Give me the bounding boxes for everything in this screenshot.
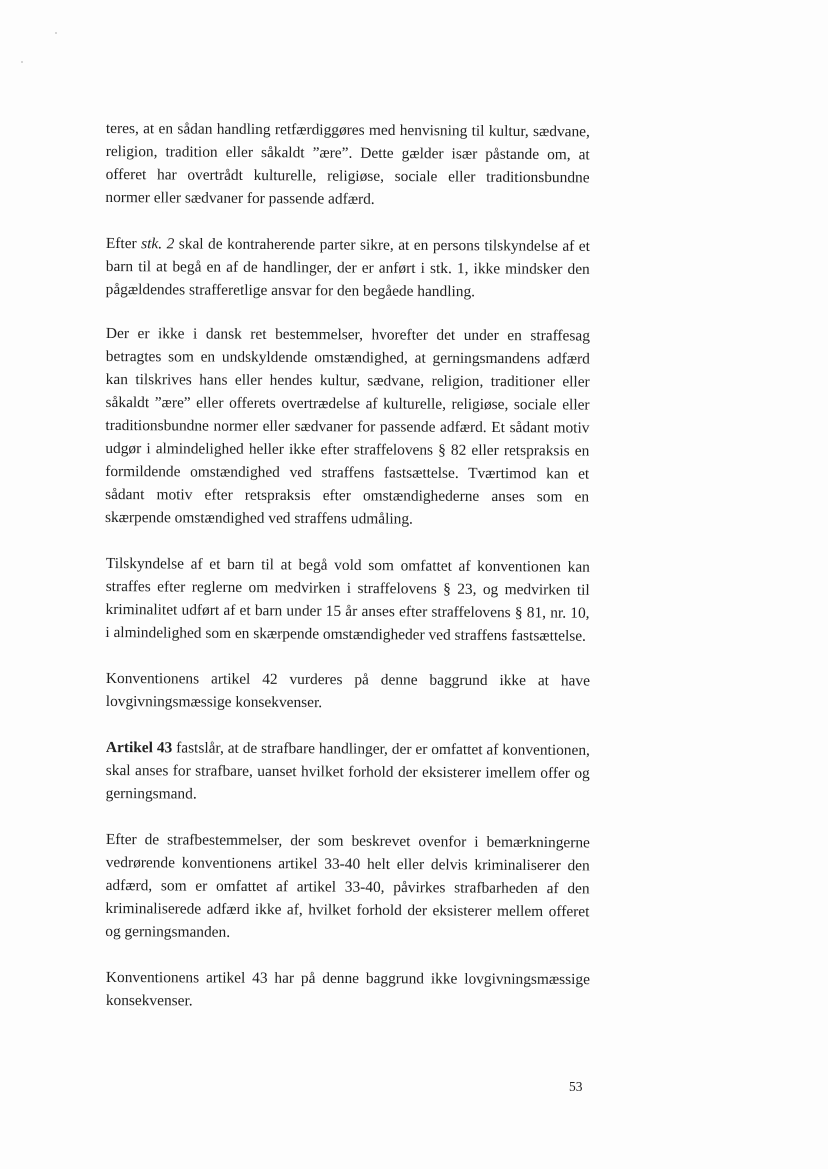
paragraph-text: Konventionens artikel 42 vurderes på denne baggrund ikke at have lovgivningsmæssige konsekvenser. (105, 669, 590, 712)
paragraph-3 (105, 322, 590, 532)
document-body (106, 117, 590, 1035)
paragraph-1 (105, 117, 590, 212)
paragraph-7 (105, 828, 590, 946)
paragraph-4 (105, 552, 590, 648)
paragraph-text: skal de kontraherende parter sikre, at en persons tilskyndelse af et barn til at begå en af de handlinger, der er anført i stk. 1, ikke mindsker den pågældendes strafferetlige ansvar for den begåede handling. (105, 235, 590, 301)
paragraph-prefix: Efter (105, 234, 142, 253)
paragraph-bold-heading: Artikel 43 (105, 738, 173, 757)
paragraph-6 (106, 736, 590, 808)
paragraph-8 (106, 966, 590, 1014)
paragraph-text: Konventionens artikel 43 har på denne baggrund ikke lovgivningsmæssige konsekvenser. (105, 969, 590, 1010)
paragraph-text: Efter de strafbestemmelser, der som beskrevet ovenfor i bemærkningerne vedrørende konventionens artikel 33-40 helt eller delvis kriminaliserer den adfærd, som er omfattet af artikel 33-40, påvirkes strafbarheden af den kriminaliserede adfærd ikke af, hvilket forhold der eksisterer mellem offeret og gerningsmanden. (105, 830, 590, 941)
paragraph-5 (106, 667, 590, 716)
paragraph-text: Der er ikke i dansk ret bestemmelser, hvorefter det under en straffesag betragtes som en undskyldende omstændighed, at gerningsmandens adfærd kan tilskrives hans eller hendes kultur, sædvane, religion, traditioner eller såkaldt ”ære” eller offerets overtrædelse af kulturelle, religiøse, sociale eller traditionsbundne normer eller sædvaner for passende adfærd. Et sådant motiv udgør i almindelighed heller ikke efter straffelovens § 82 eller retspraksis en formildende omstændighed ved straffens fastsættelse. Tværtimod kan et sådant motiv efter retspraksis efter omstændighederne anses som en skærpende omstændighed ved straffens udmåling. (104, 324, 590, 528)
paragraph-text: teres, at en sådan handling retfærdiggøres med henvisning til kultur, sædvane, religion, tradition eller såkaldt ”ære”. Dette gælder især påstande om, at offeret har overtrådt kulturelle, religiøse, sociale eller traditionsbundne normer eller sædvaner for passende adfærd. (105, 119, 590, 208)
paragraph-2 (106, 232, 590, 304)
scan-speck (21, 61, 23, 63)
paragraph-text: Tilskyndelse af et barn til at begå vold som omfattet af konventionen kan straffes efter reglerne om medvirken i straffelovens § 23, og medvirken til kriminalitet udført af et barn under 15 år anses efter straffelovens § 81, nr. 10, i almindelighed som en skærpende omstændigheder ved straffens fastsættelse. (105, 554, 590, 645)
paragraph-text: fastslår, at de strafbare handlinger, der er omfattet af konventionen, skal anses for strafbare, uanset hvilket forhold der eksisterer imellem offer og gerningsmand. (105, 739, 590, 803)
page-number: 53 (569, 1079, 583, 1094)
paragraph-italic-ref: stk. 2 (141, 235, 175, 253)
scan-speck (55, 32, 57, 34)
